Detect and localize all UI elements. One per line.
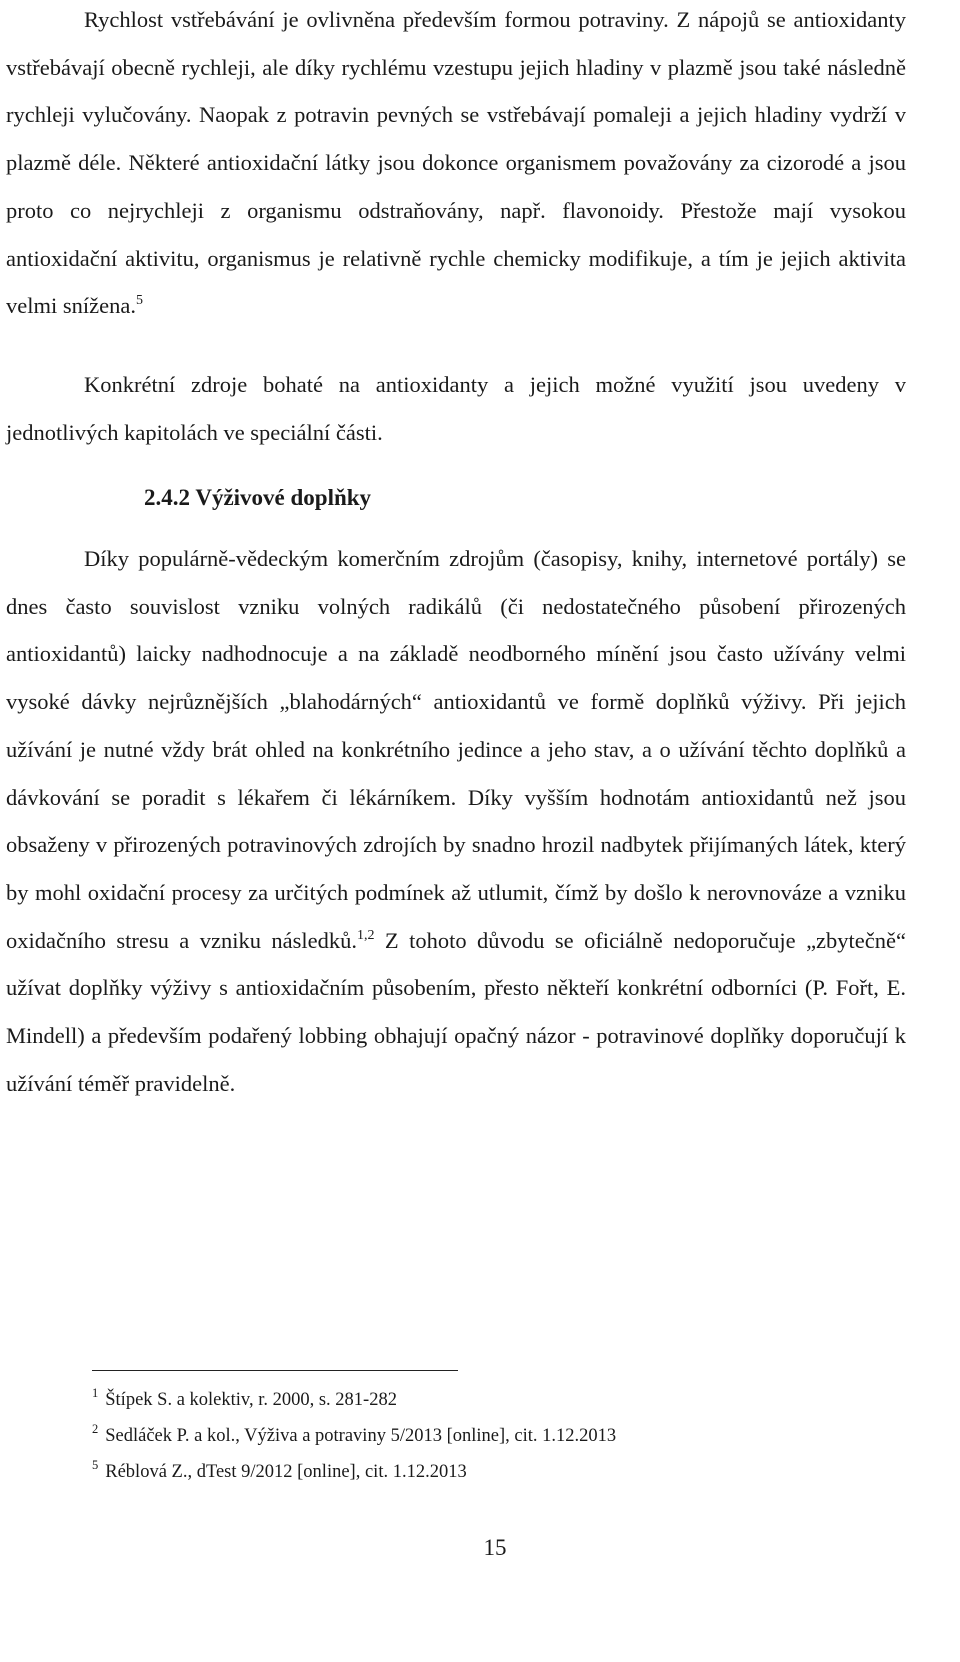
page-number: 15: [483, 1535, 507, 1560]
paragraph-absorption-text: Rychlost vstřebávání je ovlivněna především formou potraviny. Z nápojů se antioxidanty vstřebávají obecně rychleji, ale díky rychlému vzestupu jejich hladiny v plazmě jsou také následně rychleji vylučovány. Naopak z potravin pevných se vstřebávají pomaleji a jejich hladiny vydrží v plazmě déle. Některé antioxidační látky jsou dokonce organismem považovány za cizorodé a jsou proto co nejrychleji z organismu odstraňovány, např. flavonoidy. Přestože mají vysokou antioxidační aktivitu, organismus je relativně rychle chemicky modifikuje, a tím je jejich aktivita velmi snížena.: [6, 7, 906, 319]
paragraph-supplements: [6, 535, 906, 1107]
paragraph-absorption: [6, 0, 906, 330]
footnote-item: [92, 1382, 892, 1418]
footnote-number: 2: [92, 1422, 99, 1436]
paragraph-supplements-text-b: Z tohoto důvodu se oficiálně nedoporučuje „zbytečně“ užívat doplňky výživy s antioxidačním působením, přesto někteří konkrétní odborníci (P. Fořt, E. Mindell) a především podařený lobbing obhajují opačný názor - potravinové doplňky doporučují k užívání téměř pravidelně.: [6, 927, 906, 1096]
footnote-ref-1-2: 1,2: [356, 927, 375, 943]
footnote-number: 5: [92, 1458, 99, 1472]
footnote-ref-5: 5: [135, 293, 143, 309]
footnote-text: Sedláček P. a kol., Výživa a potraviny 5/2013 [online], cit. 1.12.2013: [105, 1426, 617, 1446]
footnotes: [92, 1382, 892, 1490]
footnote-divider: [92, 1370, 458, 1371]
footnote-text: Réblová Z., dTest 9/2012 [online], cit. 1.12.2013: [105, 1462, 467, 1482]
footnote-number: 1: [92, 1386, 99, 1400]
paragraph-supplements-text-a: Díky populárně-vědeckým komerčním zdrojům (časopisy, knihy, internetové portály) se dnes často souvislost vzniku volných radikálů (či nedostatečného působení přirozených antioxidantů) laicky nadhodnocuje a na základě neodborného mínění jsou často užívány velmi vysoké dávky nejrůznějších „blahodárných“ antioxidantů ve formě doplňků výživy. Při jejich užívání je nutné vždy brát ohled na konkrétního jedince a jeho stav, a o užívání těchto doplňků a dávkování se poradit s lékařem či lékárníkem. Díky vyšším hodnotám antioxidantů než jsou obsaženy v přirozených potravinových zdrojích by snadno hrozil nadbytek přijímaných látek, který by mohl oxidační procesy za určitých podmínek až utlumit, čímž by došlo k nerovnováze a vzniku oxidačního stresu a vzniku následků.: [6, 546, 906, 953]
footnote-item: [92, 1454, 892, 1490]
footnote-item: [92, 1418, 892, 1454]
section-heading: 2.4.2 Výživové doplňky: [144, 485, 372, 510]
footnote-text: Štípek S. a kolektiv, r. 2000, s. 281-282: [105, 1390, 397, 1410]
paragraph-sources: Konkrétní zdroje bohaté na antioxidanty a jejich možné využití jsou uvedeny v jednotlivých kapitolách ve speciální části.: [6, 372, 906, 445]
